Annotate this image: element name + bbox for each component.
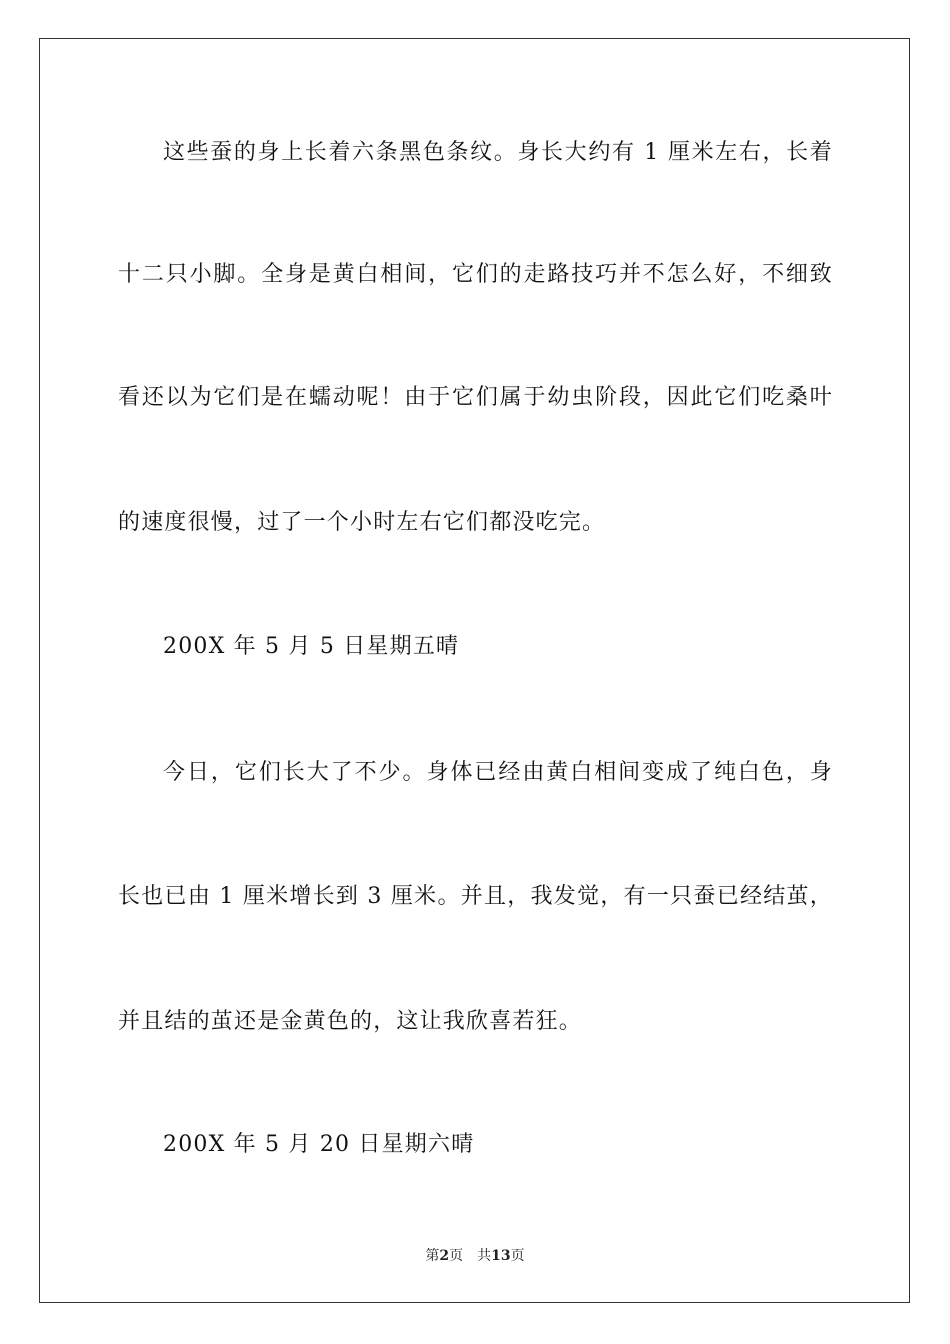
footer-total-pages: 13 xyxy=(491,1248,511,1264)
footer-total-suffix: 页 xyxy=(510,1248,525,1264)
paragraph-line-7: 并且结的茧还是金黄色的，这让我欣喜若狂。 xyxy=(118,1009,583,1034)
paragraph-line-4: 的速度很慢，过了一个小时左右它们都没吃完。 xyxy=(118,510,606,535)
paragraph-line-6: 长也已由 1 厘米增长到 3 厘米。并且，我发觉，有一只蚕已经结茧， xyxy=(118,884,833,909)
page-footer xyxy=(0,1246,950,1266)
page-border xyxy=(39,38,910,1303)
footer-total-prefix: 共 xyxy=(477,1248,492,1264)
footer-page-prefix: 第 xyxy=(425,1248,440,1264)
paragraph-line-3: 看还以为它们是在蠕动呢！由于它们属于幼虫阶段，因此它们吃桑叶 xyxy=(118,385,833,410)
date-heading-1: 200X 年 5 月 5 日星期五晴 xyxy=(163,634,460,659)
paragraph-line-1: 这些蚕的身上长着六条黑色条纹。身长大约有 1 厘米左右，长着 xyxy=(163,140,833,165)
date-heading-2: 200X 年 5 月 20 日星期六晴 xyxy=(163,1132,475,1157)
footer-page-number: 2 xyxy=(439,1248,450,1264)
footer-page-suffix: 页 xyxy=(449,1248,464,1264)
paragraph-line-5: 今日，它们长大了不少。身体已经由黄白相间变成了纯白色，身 xyxy=(163,760,833,785)
paragraph-line-2: 十二只小脚。全身是黄白相间，它们的走路技巧并不怎么好，不细致 xyxy=(118,262,833,287)
